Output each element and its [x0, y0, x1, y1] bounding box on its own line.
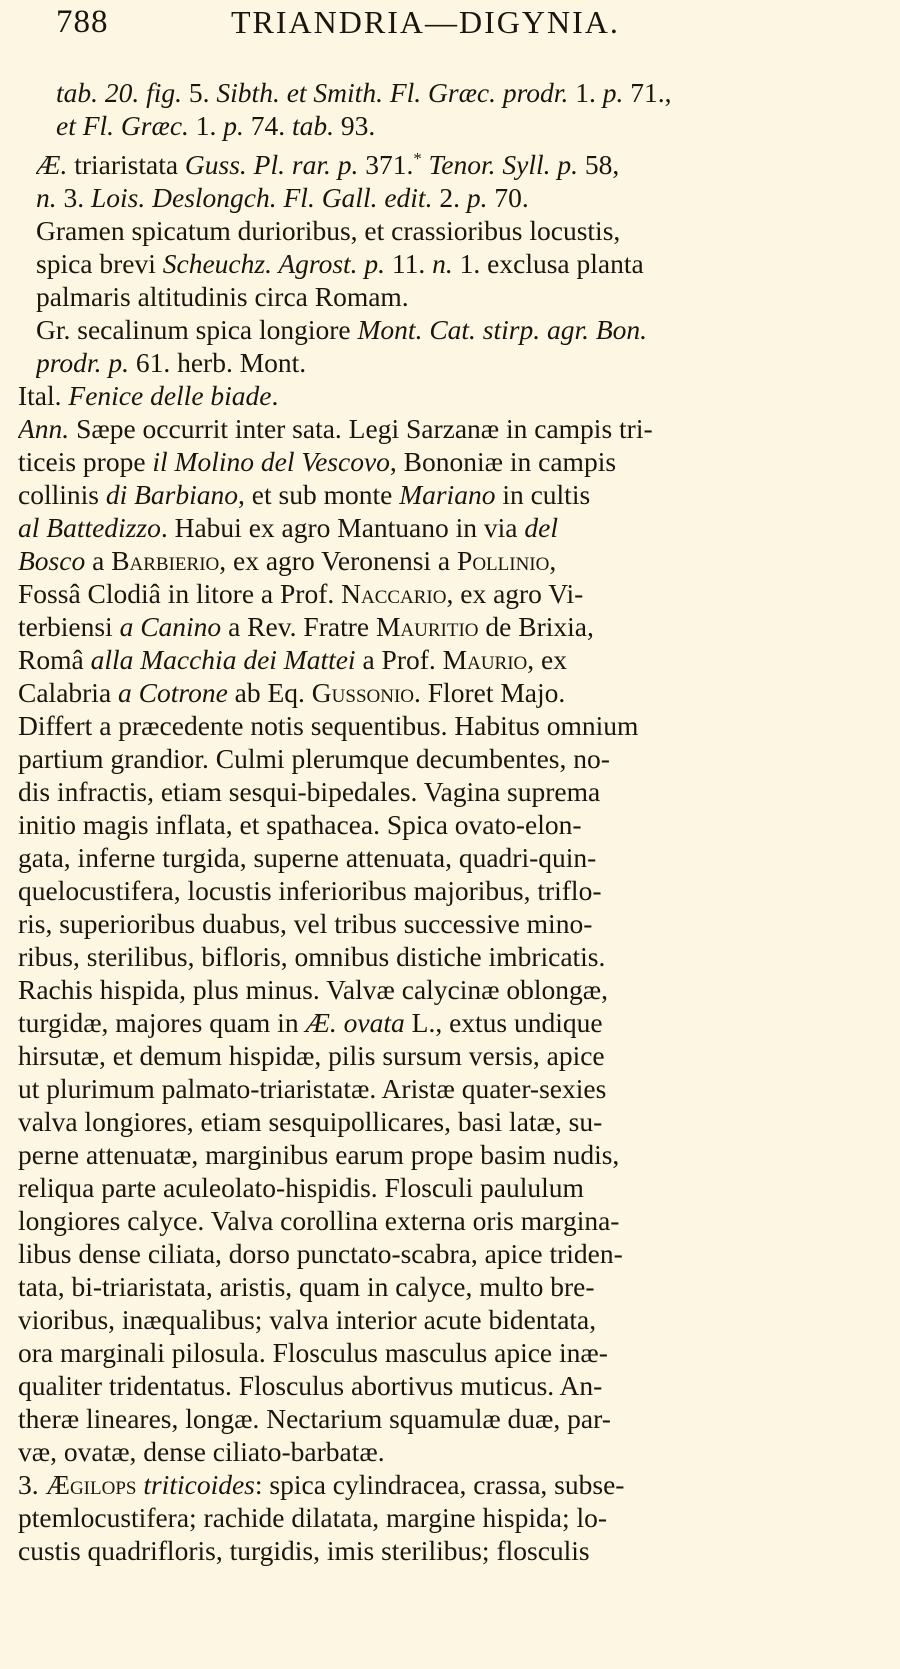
text-segment: Lois. Deslongch. Fl. Gall. edit.	[91, 182, 433, 214]
text-segment: a Prof.	[355, 644, 443, 676]
text-segment: 70.	[487, 182, 529, 214]
text-segment: Mauritio	[375, 611, 479, 643]
text-segment: p.	[223, 110, 244, 141]
text-segment: n.	[36, 182, 57, 214]
text-segment: p.	[466, 182, 488, 214]
text-segment: 20.	[98, 77, 147, 108]
text-line	[18, 874, 880, 907]
paragraph	[0, 76, 900, 142]
text-segment: a Rev. Fratre	[221, 611, 376, 643]
text-line	[18, 511, 880, 544]
text-segment: qualiter tridentatus. Flosculus abortivus muticus. An-	[18, 1370, 603, 1402]
text-segment: valva longiores, etiam sesquipollicares, basi latæ, su-	[18, 1106, 603, 1138]
text-segment: et Fl. Græc.	[56, 110, 189, 141]
text-segment: 11.	[385, 248, 433, 280]
text-line	[18, 1336, 880, 1369]
text-segment: .	[271, 380, 279, 412]
text-line	[18, 1534, 880, 1567]
text-segment: Mont. Cat. stirp. agr. Bon.	[357, 314, 648, 346]
text-line	[18, 445, 880, 478]
text-segment: Barbierio	[111, 545, 220, 577]
text-line	[18, 973, 880, 1006]
text-segment: triaristata	[67, 149, 185, 181]
text-line	[18, 742, 880, 775]
text-line	[18, 841, 880, 874]
text-segment: vioribus, inæqualibus; valva interior acute bidentata,	[18, 1304, 597, 1336]
text-line	[36, 181, 880, 214]
text-segment: initio magis inflata, et spathacea. Spica ovato-elon-	[18, 809, 582, 841]
text-segment: a	[85, 545, 112, 577]
text-segment: 61. herb. Mont.	[128, 347, 307, 379]
text-segment: triticoides	[143, 1469, 255, 1501]
text-segment: il Molino del Vescovo	[152, 446, 390, 478]
text-line	[18, 544, 880, 577]
paragraph	[0, 379, 900, 412]
text-line	[18, 1435, 880, 1468]
text-segment: tata, bi-triaristata, aristis, quam in calyce, multo bre-	[18, 1271, 595, 1303]
text-segment: tab.	[56, 77, 99, 108]
paragraph	[0, 709, 900, 1468]
text-segment: ora marginali pilosula. Flosculus masculus apice inæ-	[18, 1337, 608, 1369]
text-line	[18, 808, 880, 841]
text-segment: Gussonio	[311, 677, 415, 709]
text-line	[18, 940, 880, 973]
text-segment: ptemlocustifera; rachide dilatata, margine hispida; lo-	[18, 1502, 608, 1534]
text-segment: perne attenuatæ, marginibus earum prope basim nudis,	[18, 1139, 620, 1171]
text-segment: 2.	[432, 182, 467, 214]
text-segment: *	[413, 149, 422, 168]
text-segment: . Habui ex agro Mantuano in via	[160, 512, 525, 544]
text-segment: Pollinio	[457, 545, 550, 577]
paragraph	[0, 214, 900, 313]
text-segment: 93.	[334, 110, 376, 141]
running-title: TRIANDRIA—DIGYNIA.	[231, 4, 620, 40]
text-segment: fig.	[146, 77, 183, 108]
text-segment: 1. exclusa planta	[452, 248, 644, 280]
text-segment: ris, superioribus duabus, vel tribus successive mino-	[18, 908, 593, 940]
text-segment: 3.	[18, 1469, 46, 1501]
text-segment: 58,	[577, 149, 620, 181]
text-segment: p.	[602, 77, 624, 108]
text-segment: Româ	[18, 644, 91, 676]
text-line	[18, 1468, 880, 1501]
text-segment: , Bononiæ in campis	[389, 446, 617, 478]
text-line	[18, 1501, 880, 1534]
text-segment: L., extus undique	[404, 1007, 603, 1039]
text-segment: n.	[432, 248, 453, 280]
text-segment: Differt a præcedente notis sequentibus. Habitus omnium	[18, 710, 639, 742]
text-segment: a Cotrone	[118, 677, 228, 709]
text-line	[18, 379, 880, 412]
text-segment: quelocustifera, locustis inferioribus majoribus, triflo-	[18, 875, 602, 907]
text-segment: ticeis prope	[18, 446, 153, 478]
text-segment: Rachis hispida, plus minus. Valvæ calycinæ oblongæ,	[18, 974, 608, 1006]
text-segment: Tenor. Syll. p.	[428, 149, 578, 181]
text-segment: : spica cylindracea, crassa, subse-	[254, 1469, 625, 1501]
text-segment: Mariano	[399, 479, 496, 511]
text-segment: spica brevi	[36, 248, 163, 280]
page-body	[0, 76, 900, 1567]
text-segment: 371.	[358, 149, 414, 181]
text-line	[18, 412, 880, 445]
text-line	[36, 214, 880, 247]
text-line	[36, 346, 880, 379]
text-segment: Guss. Pl. rar. p.	[184, 149, 359, 181]
text-segment: di Barbiano	[105, 479, 239, 511]
text-segment: Gramen spicatum durioribus, et crassioribus locustis,	[36, 215, 621, 247]
text-line	[18, 1105, 880, 1138]
page-number: 788	[56, 4, 109, 40]
text-line	[18, 1138, 880, 1171]
text-line	[18, 1171, 880, 1204]
text-segment: væ, ovatæ, dense ciliato-barbatæ.	[18, 1436, 385, 1468]
paragraph	[0, 313, 900, 379]
text-line	[18, 709, 880, 742]
text-segment: , et sub monte	[238, 479, 400, 511]
text-line	[18, 1303, 880, 1336]
text-segment: , ex	[527, 644, 567, 676]
text-segment: de Brixia,	[478, 611, 594, 643]
paragraph	[0, 1468, 900, 1567]
page-header	[56, 4, 876, 48]
text-segment: Æ.	[36, 149, 68, 181]
text-line	[36, 142, 880, 181]
text-line	[18, 643, 880, 676]
text-line	[18, 1204, 880, 1237]
text-segment: ,	[549, 545, 557, 577]
text-segment: al Battedizzo	[18, 512, 161, 544]
text-segment: Ann.	[18, 413, 70, 445]
text-line	[18, 1072, 880, 1105]
text-segment: Ital.	[18, 380, 69, 412]
text-segment: 74.	[243, 110, 293, 141]
text-segment: 1.	[188, 110, 224, 141]
text-segment: del	[524, 512, 558, 544]
text-segment: terbiensi	[18, 611, 120, 643]
text-segment: custis quadrifloris, turgidis, imis sterilibus; flosculis	[18, 1535, 590, 1567]
text-segment: Calabria	[18, 677, 119, 709]
text-line	[18, 775, 880, 808]
text-segment: in cultis	[495, 479, 591, 511]
text-segment: Scheuchz. Agrost. p.	[162, 248, 386, 280]
text-segment: Fenice delle biade	[68, 380, 272, 412]
text-line	[18, 610, 880, 643]
text-segment: ab Eq.	[227, 677, 312, 709]
text-segment: turgidæ, majores quam in	[18, 1007, 306, 1039]
text-line	[18, 676, 880, 709]
text-segment: alla Macchia dei Mattei	[90, 644, 356, 676]
text-segment: hirsutæ, et demum hispidæ, pilis sursum versis, apice	[18, 1040, 605, 1072]
text-segment: Bosco	[18, 545, 86, 577]
text-segment: collinis	[18, 479, 106, 511]
text-segment: ut plurimum palmato-triaristatæ. Aristæ quater-sexies	[18, 1073, 607, 1105]
text-line	[18, 1270, 880, 1303]
text-segment: Sibth. et Smith. Fl. Græc. prodr.	[216, 77, 569, 108]
text-segment: Naccario	[341, 578, 447, 610]
text-line	[18, 577, 880, 610]
text-segment: Sæpe occurrit inter sata. Legi Sarzanæ in campis tri-	[69, 413, 653, 445]
text-segment: , ex agro Vi-	[446, 578, 584, 610]
text-segment: palmaris altitudinis circa Romam.	[36, 281, 409, 313]
text-line	[18, 1006, 880, 1039]
text-line	[56, 109, 880, 142]
text-segment: 1.	[568, 77, 603, 108]
text-segment: theræ lineares, longæ. Nectarium squamulæ duæ, par-	[18, 1403, 611, 1435]
text-segment: prodr. p.	[36, 347, 129, 379]
text-segment: a Canino	[119, 611, 222, 643]
text-line	[18, 1039, 880, 1072]
text-segment: libus dense ciliata, dorso punctato-scabra, apice triden-	[18, 1238, 623, 1270]
text-segment: 3.	[56, 182, 91, 214]
text-segment: Maurio	[442, 644, 528, 676]
text-line	[18, 1402, 880, 1435]
text-segment: partium grandior. Culmi plerumque decumbentes, no-	[18, 743, 610, 775]
paragraph	[0, 412, 900, 709]
text-segment: Æ. ovata	[305, 1007, 405, 1039]
text-segment: 71.,	[623, 77, 672, 108]
text-line	[18, 907, 880, 940]
text-line	[56, 76, 880, 109]
text-segment: ribus, sterilibus, bifloris, omnibus distiche imbricatis.	[18, 941, 606, 973]
text-segment: Fossâ Clodiâ in litore a Prof.	[18, 578, 342, 610]
text-line	[18, 1237, 880, 1270]
paragraph	[0, 142, 900, 214]
text-segment: Ægilops	[45, 1469, 137, 1501]
text-line	[36, 247, 880, 280]
text-segment: gata, inferne turgida, superne attenuata, quadri-quin-	[18, 842, 597, 874]
text-segment: reliqua parte aculeolato-hispidis. Flosculi paululum	[18, 1172, 584, 1204]
text-line	[18, 1369, 880, 1402]
text-segment: Gr. secalinum spica longiore	[36, 314, 358, 346]
text-segment: tab.	[292, 110, 335, 141]
text-segment: longiores calyce. Valva corollina externa oris margina-	[18, 1205, 620, 1237]
text-line	[36, 280, 880, 313]
text-segment: dis infractis, etiam sesqui-bipedales. Vagina suprema	[18, 776, 601, 808]
text-segment: 5.	[182, 77, 217, 108]
text-segment: , ex agro Veronensi a	[219, 545, 458, 577]
text-segment: . Floret Majo.	[414, 677, 566, 709]
text-line	[18, 478, 880, 511]
text-line	[36, 313, 880, 346]
